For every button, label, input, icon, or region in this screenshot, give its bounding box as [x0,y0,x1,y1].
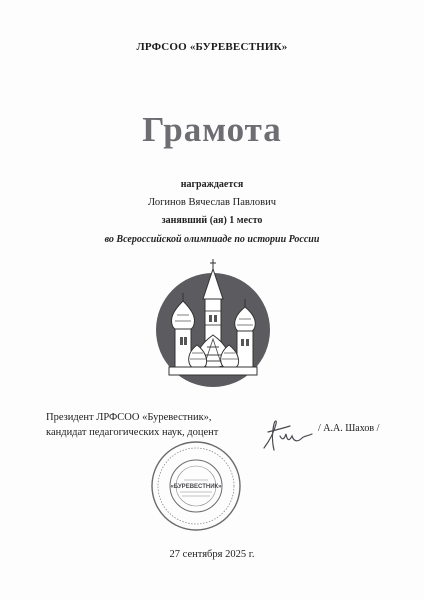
signatory-title-line-2: кандидат педагогических наук, доцент [46,427,219,438]
handwritten-signature [256,410,316,460]
official-seal-icon [150,440,242,532]
signatory-name: / А.А. Шахов / [318,423,380,434]
seal-text: «БУРЕВЕСТНИК» [170,484,222,490]
issue-date: 27 сентября 2025 г. [169,549,255,560]
signatory-title [46,410,218,440]
signatory-title-line-1: Президент ЛРФСОО «Буревестник», [46,412,212,423]
placement-text: занявший (ая) 1 место [161,215,263,226]
event-name: во Всероссийской олимпиаде по истории России [104,234,320,245]
st-basils-cathedral-icon [153,255,273,390]
awarded-label: награждается [180,179,244,190]
organization-name: ЛРФСОО «БУРЕВЕСТНИК» [136,41,288,53]
recipient-name: Логинов Вячеслав Павлович [147,197,277,208]
certificate-title: Грамота [142,110,282,149]
